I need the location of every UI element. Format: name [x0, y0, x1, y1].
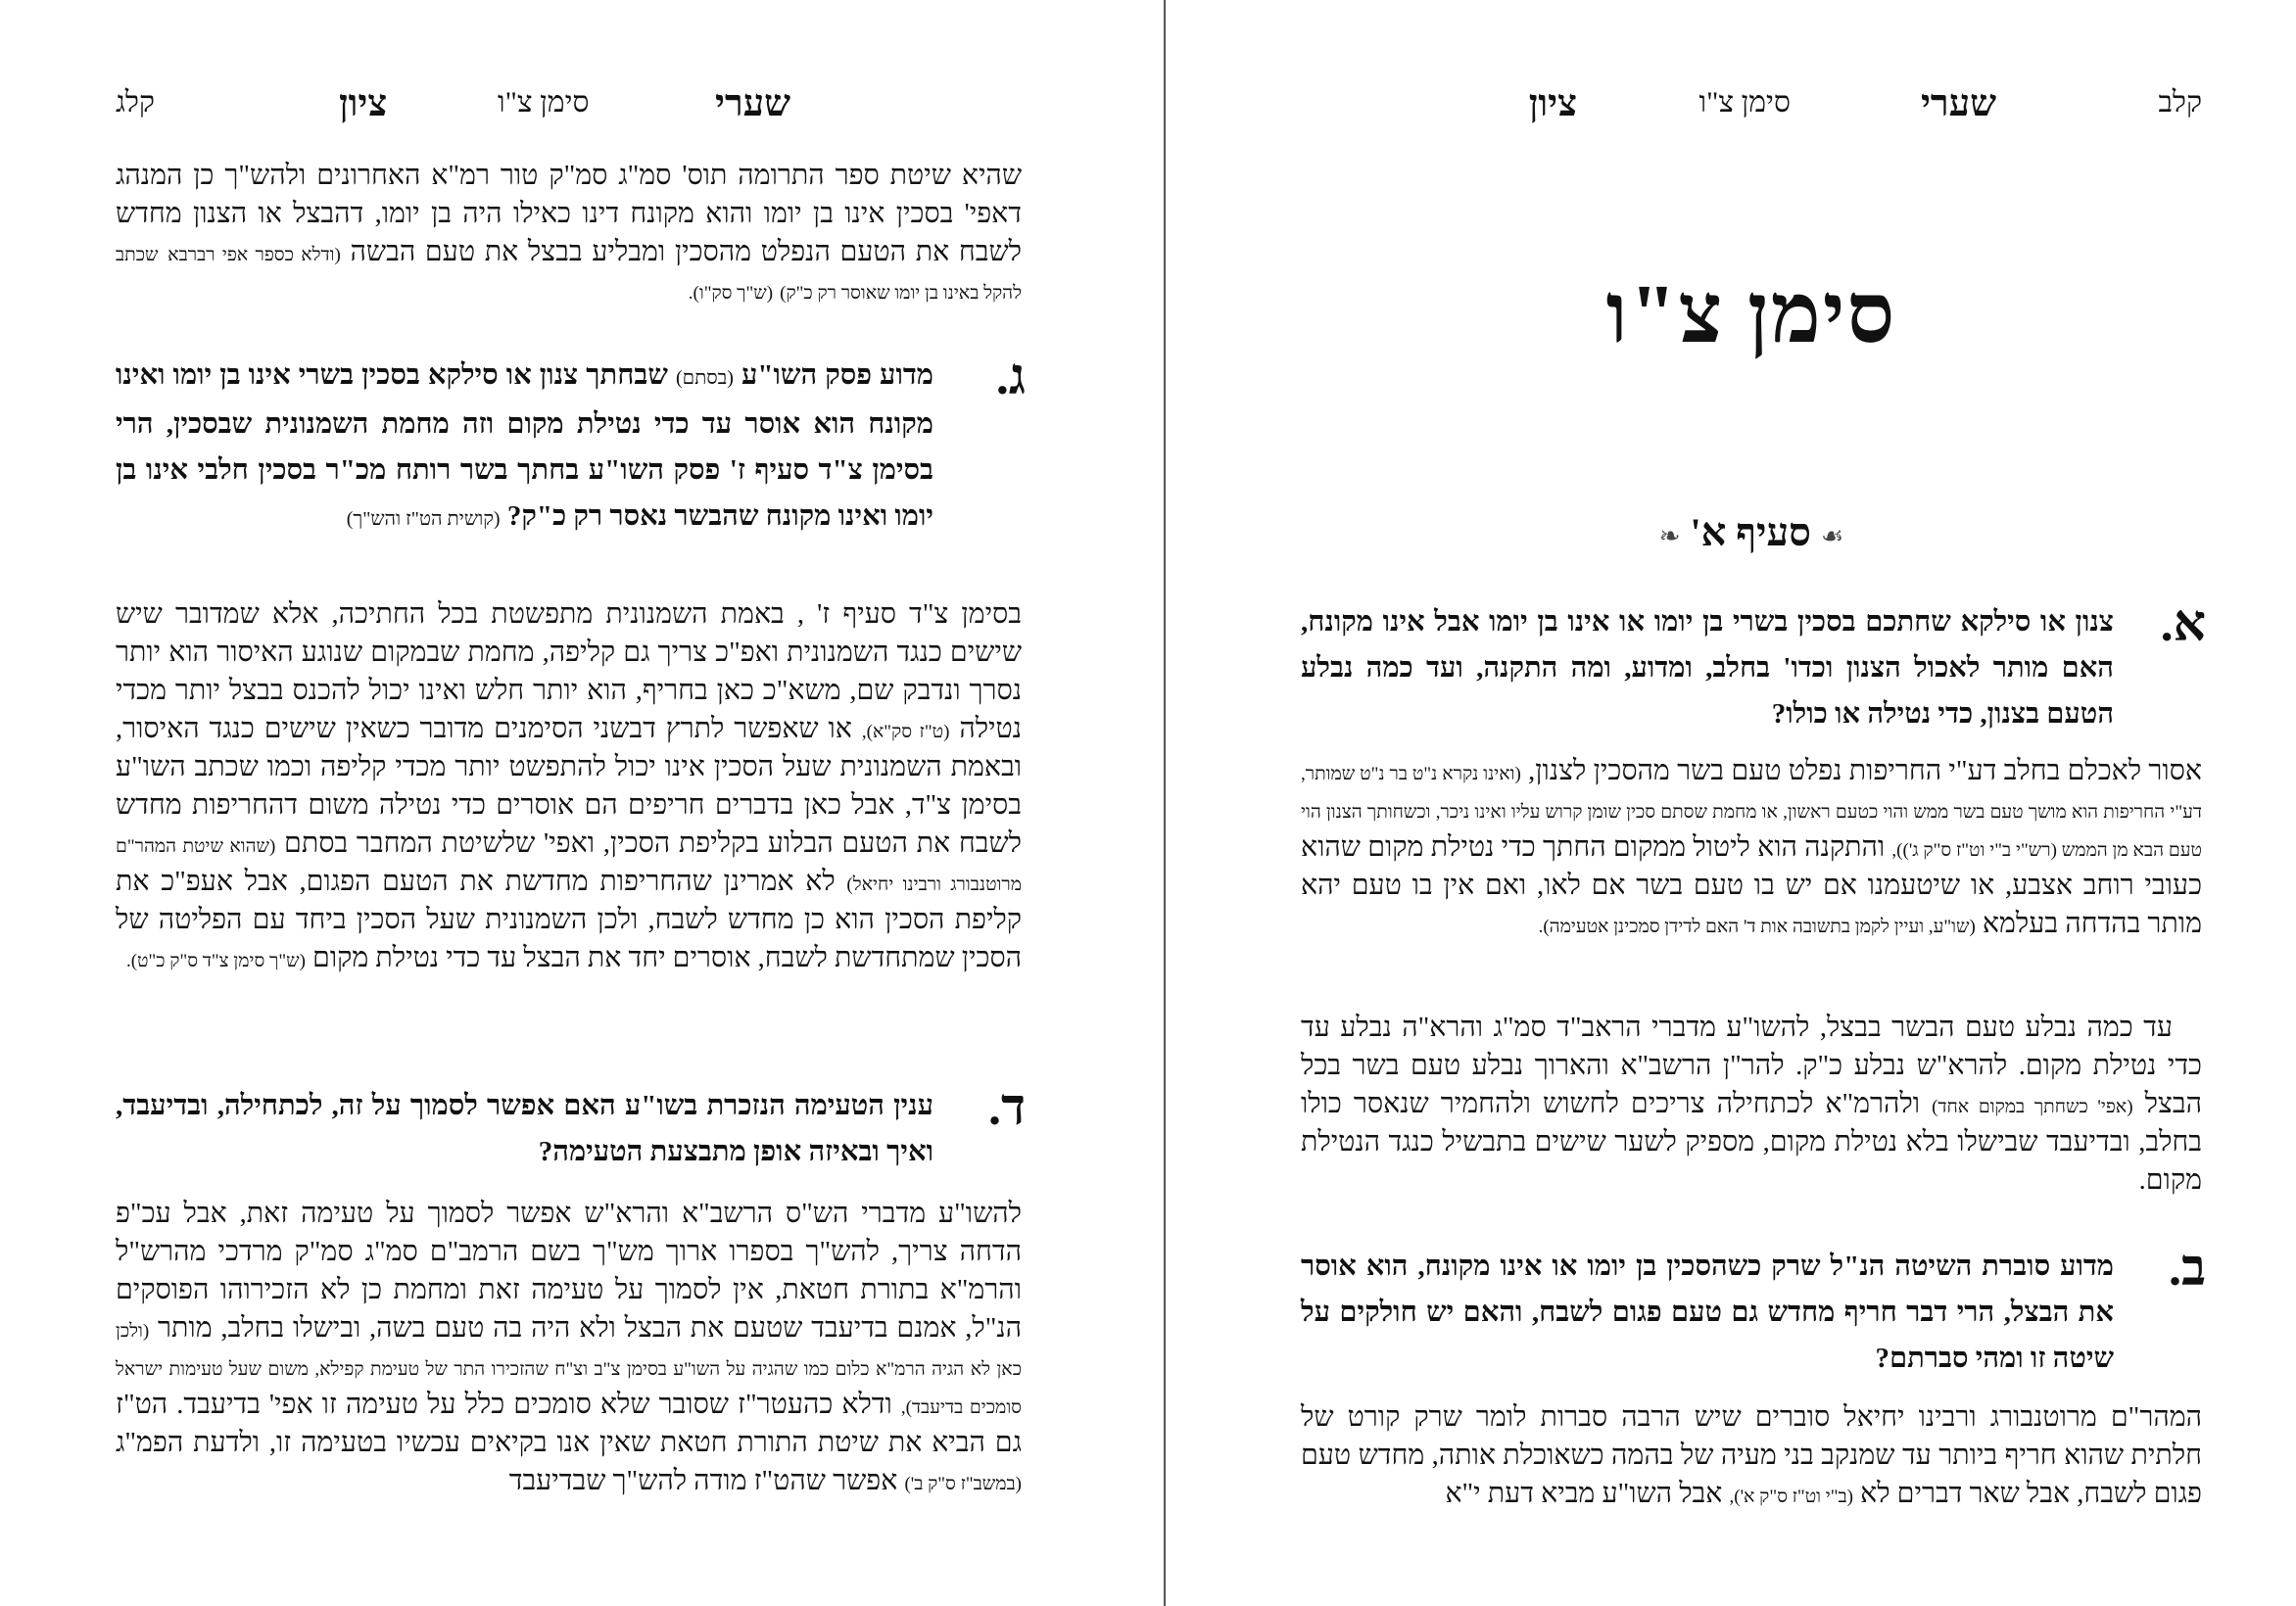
question-alef-text: צנון או סילקא שחתכם בסכין בשרי בן יומו או אינו בן יומו אבל אינו מקונח, האם מותר לאכול הצנון וכדו' בחלב, ומדוע, ומה התקנה, ועד כמה נבלע הטעם בצנון, כדי נטילה או כולו? [1301, 606, 2114, 730]
answer-gimel-part2: או שאפשר לתרץ דבשני הסימנים מדובר כשאין שישים כנגד האיסור, ובאמת השמנונית שעל הסכין אינו יכול להתפשט יותר מכדי קליפה וכמו שכתב השו"ע בסימן צ"ד, אבל כאן בדברים חריפים הם אוסרים כדי נטילה משום דהחריפות מחדש לשבח את הטעם הבלוע בקליפת הסכין, ואפי' שלשיטת המחבר בסתם [116, 714, 1022, 859]
answer-dalet [116, 1195, 1022, 1500]
answer-alef [1301, 752, 2202, 943]
left-running-header [116, 83, 1022, 135]
answer-alef-continued [1301, 1009, 2202, 1200]
right-page-number: קלב [2158, 86, 2202, 118]
answer-dalet-note1: (ולכן כאן לא הגיה הרמ"א כלום כמו שהגיה על השו"ע בסימן צ"ב וצ"ח שהזכירו התר של טעימת קפילא, משום שעל טעימות ישראל סומכים בדיעבד), [116, 1321, 1022, 1418]
question-letter-alef: א. [2160, 596, 2206, 652]
left-header-siman: סימן צ"ו [498, 86, 590, 118]
answer-dalet-part1: להשו"ע מדברי הש"ס הרשב"א והרא"ש אפשר לסמוך על טעימה זאת, אבל עכ"פ הדחה צריך, להש"ך בספרו ארוך מש"ך בשם הרמב"ם סמ"ג סמ"ק מרדכי מהרש"ל והרמ"א בתורת חטאת, אין לסמוך על טעימה זאת ומחמת כן לא הזכירוהו הפוסקים הנ"ל, אמנם בדיעבד שטעם את הבצל ולא היה בה טעם בשה, ובישלו בחלב, מותר [116, 1199, 1023, 1344]
siman-title: סימן צ"ו [1605, 266, 1897, 360]
answer-alef2-part2: ולהרמ"א לכתחילה צריכים לחשוש ולהחמיר שנאסר כולו בחלב, ובדיעבד שבישלו בלא נטילת מקום, מספיק לשער שישים בתבשיל כנגד הנטילת מקום. [1301, 1089, 2202, 1196]
answer-gimel [116, 595, 1022, 977]
answer-alef-part2: והתקנה הוא ליטול ממקום החתך כדי נטילת מקום שהוא כעובי רוחב אצבע, או שיטעמנו אם יש בו טעם בשר אם לאו, ואם אין בו טעם יהא מותר בהדחה בעלמא [1301, 832, 2202, 939]
question-gimel-note: (בסתם) [675, 367, 734, 389]
right-page [1301, 0, 2206, 1606]
intro-line1: שהיא שיטת ספר התרומה תוס' סמ"ג סמ"ק טור רמ"א האחרונים ולהש"ך כן המנהג [116, 161, 1022, 191]
intro-small1: (ודלא כספר אפי רברבא [167, 245, 341, 265]
answer-alef-note1: (ואינו נקרא נ"ט בר נ"ט שמותר, דע"י החריפות הוא מושך טעם בשר ממש והוי כטעם ראשון, או מחמת שסתם סכין שומן קרוש עליו ואינו ניכר, וכשחותך הצנון הוי טעם הבא מן הממש (רש"י ב"י וט"ז ס"ק ג')), [1301, 764, 2202, 861]
question-gimel-opening: מדוע פסק השו"ע [741, 359, 933, 391]
left-page-number: קלג [116, 86, 155, 118]
intro-source: (ש"ך סק"ו). [688, 283, 774, 304]
ornament-right-icon: ☙ [1820, 521, 1844, 550]
question-bet-text: מדוע סוברת השיטה הנ"ל שרק כשהסכין בן יומו או אינו מקונח, הוא אוסר את הבצל, הרי דבר חריף מחדש גם טעם פגום לשבח, והאם יש חולקים על שיטה זו ומהי סברתם? [1301, 1251, 2114, 1374]
answer-gimel-source: (ש"ך סימן צ"ד ס"ק כ"ט). [125, 951, 306, 971]
page-gutter [1164, 0, 1166, 1606]
answer-gimel-part1: בסימן צ"ד סעיף ז' , באמת השמנונית מתפשטת בכל החתיכה, אלא שמדובר שיש שישים כנגד השמנונית ואפ"כ צריך גם קליפה, מחמת שבמקום שנוגע האיסור הוא יותר נסרך ונדבק שם, משא"כ כאן בחריף, הוא יותר חלש ואינו יכול להכנס בבצל יותר מכדי נטילה [116, 599, 1023, 744]
question-gimel [116, 350, 1026, 543]
question-bet [1301, 1241, 2206, 1382]
answer-bet [1301, 1398, 2202, 1513]
intro-line3: לשבח את הטעם הנפלט מהסכין ומבליע בבצל את טעם הבשה [350, 237, 1023, 267]
seif-label: סעיף א' [1690, 510, 1811, 554]
question-dalet-text: ענין הטעימה הנזכרת בשו"ע האם אפשר לסמוך על זה, לכתחילה, ובדיעבד, ואיך ובאיזה אופן מתבצעת הטעימה? [116, 1090, 933, 1167]
question-gimel-source: (קושית הט"ז והש"ך) [346, 508, 501, 530]
ornament-left-icon: ❧ [1658, 521, 1681, 550]
answer-gimel-part3: לא אמרינן שהחריפות מחדשת את הטעם הפגום, אבל אעפ"כ את קליפת הסכין הוא כן מחדש לשבח, ולכן השמנונית שעל הסכין ביחד עם הפליטה של הסכין שמתחדשת לשבח, אוסרים יחד את הבצל עד כדי נטילת מקום [116, 867, 1022, 973]
left-page [116, 0, 1026, 1606]
answer-bet-part1: המהר"ם מרוטנבורג ורבינו יחיאל סוברים שיש הרבה סברות לומר שרק קורט של חלתית שהוא חריף ביותר עד שמנקב בני מעיה של בהמה כשאוכלת אותה, מחדש טעם פגום לשבח, אבל שאר דברים לא [1301, 1402, 2202, 1509]
right-header-word2: ציון [1528, 83, 1577, 124]
right-running-header [1301, 83, 2202, 135]
right-header-word1: שערי [1920, 83, 1996, 124]
answer-alef2-note: (אפי' כשחתך במקום אחד) [1932, 1097, 2133, 1117]
intro-line2: דאפי' בסכין אינו בן יומו והוא מקונח דינו כאילו היה בן יומו, דהבצל או הצנון מחדש [116, 199, 1022, 229]
question-alef [1301, 596, 2206, 737]
seif-heading [1301, 509, 2202, 555]
question-letter-bet: ב. [2168, 1241, 2206, 1297]
question-letter-gimel: ג. [995, 350, 1026, 405]
answer-bet-part2: אבל השו"ע מביא דעת י"א [1445, 1479, 1723, 1509]
right-header-siman: סימן צ"ו [1698, 86, 1791, 118]
answer-alef-part1: אסור לאכלם בחלב דע"י החריפות נפלט טעם בשר מהסכין לצנון, [1528, 756, 2202, 786]
intro-small2: שכתב להקל באינו בן יומו שאוסר רק כ"ק) [116, 245, 1022, 304]
answer-bet-note: (ב"י וט"ז ס"ק א'), [1729, 1487, 1853, 1507]
left-header-word2: ציון [339, 83, 388, 124]
left-intro-paragraph [116, 157, 1022, 309]
answer-gimel-note2: (שהוא שיטת המהר"ם מרוטנבורג ורבינו יחיאל) [116, 836, 1023, 895]
answer-gimel-note1: (ט"ז סק"א), [861, 722, 950, 742]
question-letter-dalet: ד. [987, 1080, 1026, 1136]
answer-alef-note2: (שו"ע, ועיין לקמן בתשובה אות ד' האם לדידן סמכינן אטעימה). [1538, 917, 1976, 937]
answer-dalet-part3: אפשר שהט"ז מודה להש"ך שבדיעבד [508, 1466, 898, 1496]
answer-dalet-part2: ודלא כהעטר"ז שסובר שלא סומכים כלל על טעימה זו אפי' בדיעבד. הט"ז גם הביא את שיטת התורת חטאת שאין אנו בקיאים עכשיו בטעימה זו, ולדעת הפמ"ג [116, 1390, 1022, 1458]
question-dalet [116, 1080, 1026, 1175]
left-header-word1: שערי [715, 83, 791, 124]
question-gimel-text: שבחתך צנון או סילקא בסכין בשרי אינו בן יומו ואינו מקונח הוא אוסר עד כדי נטילת מקום וזה מחמת השמנונית שבסכין, הרי בסימן צ"ד סעיף ז' פסק השו"ע בחתך בשר רותח מכ"ר בסכין חלבי אינו בן יומו ואינו מקונח שהבשר נאסר רק כ"ק? [116, 359, 933, 532]
answer-dalet-note2: (במשב"ז ס"ק ב') [904, 1474, 1022, 1494]
answer-alef2-part1: עד כמה נבלע טעם הבשר בבצל, להשו"ע מדברי הראב"ד סמ"ג והרא"ה נבלע עד כדי נטילת מקום. להרא"ש נבלע כ"ק. להר"ן הרשב"א והארוך נבלע טעם בשר בכל הבצל [1301, 1013, 2202, 1119]
